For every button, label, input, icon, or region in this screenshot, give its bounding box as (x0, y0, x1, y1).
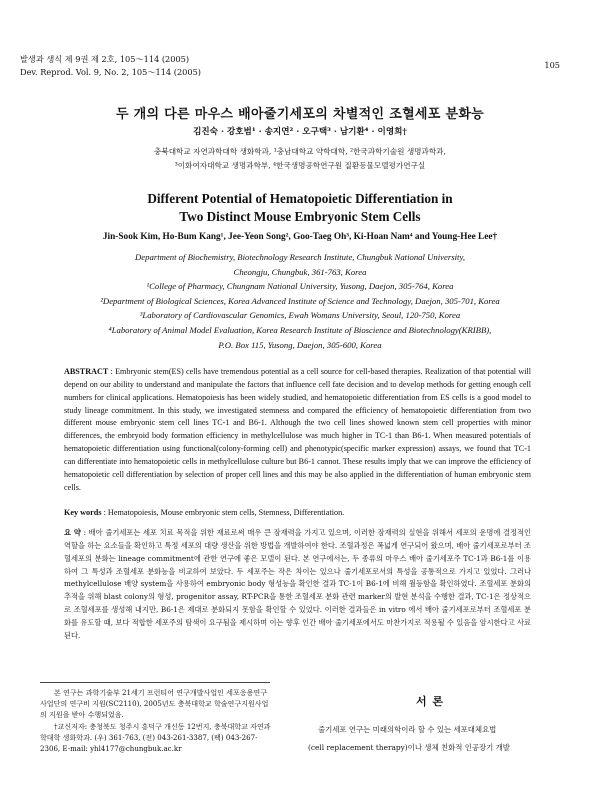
korean-abstract-label: 요 약 (64, 528, 81, 537)
footnote-divider (40, 682, 270, 683)
correspondence-footnote: †교신저자: 충청북도 청주시 흥덕구 개신동 12번지, 충북대학교 자연과학대학 생화학과. (우) 361-763, (전) 043-261-3387, (팩) 043-267-2306, E-mail: yhl4177@chungbuk.ac.kr (40, 721, 271, 754)
abstract (64, 366, 531, 494)
english-title (0, 190, 600, 226)
intro-line: (cell replacement therapy)이나 생체 친화적 인공장기 개발 (308, 743, 510, 752)
english-affiliation-line: Department of Biochemistry, Biotechnology Research Institute, Chungbuk National University, (135, 252, 465, 262)
keywords-text: : Hematopoiesis, Mouse embryonic stem cells, Stemness, Differentiation. (103, 508, 345, 517)
english-affiliation-line: ²Department of Biological Sciences, Korea Advanced Institute of Science and Technology, Daejon, 305-701, Korea (100, 295, 500, 306)
intro-line: 줄기세포 연구는 미래의학이라 할 수 있는 세포대체요법 (318, 725, 497, 734)
journal-citation-korean: 발생과 생식 제 9권 제 2호, 105～114 (2005) (20, 54, 190, 64)
english-affiliation-line: ³Laboratory of Cardiovascular Genomics, Ewah Womans University, Seoul, 120-750, Korea (139, 310, 461, 321)
korean-affiliation-line: 충북대학교 자연과학대학 생화학과, ¹충남대학교 약학대학, ²한국과학기술원 생명과학과, (154, 147, 446, 156)
keywords (64, 508, 534, 517)
footnotes (40, 687, 272, 754)
abstract-label: ABSTRACT (64, 367, 109, 376)
english-affiliation-line: Cheongju, Chungbuk, 361-763, Korea (233, 266, 367, 277)
abstract-text: : Embryonic stem(ES) cells have tremendous potential as a cell source for cell-based therapies. Realization of that potential will depend on our ability to understand and manipulate the factors that influence cell fate decision and to develop methods for getting enough cell numbers for clinical applications. Hematopoiesis has been widely studied, and hematopoietic differentiation from ES cells is a good model to study lineage commitment. In this study, we investigated stemness and compared the efficiency of hematopoietic differentiation from two different mouse embryonic stem cell lines TC-1 and B6-1. Although the two cell lines showed known stem cell properties with minor differences, the embryoid body formation efficiency in methylcellulose was much higher in TC-1 than B6-1. When measured potentials of hematopoietic differentiation using functional(colony-forming cell) and phenotypic(specific marker expression) assays, we found that TC-1 can differentiate into hematopoietic cells in methylcellulose culture but B6-1 cannot. These results imply that we can improve the efficiency of hematopoietic cell differentiation by selection of proper cell lines and this may be also applied in the differentiation of human embryonic stem cells. (64, 367, 531, 492)
english-affiliation-line: ¹College of Pharmacy, Chungnam National University, Yusong, Daejon, 305-764, Korea (146, 281, 454, 292)
funding-footnote: 본 연구는 과학기술부 21세기 프런티어 연구개발사업인 세포응용연구사업단의 연구비 지원(SC2110), 2005년도 충북대학교 학술연구지원사업의 지원을 받아 수행되었음. (40, 688, 269, 720)
korean-title: 두 개의 다른 마우스 배아줄기세포의 차별적인 조혈세포 분화능 (115, 107, 485, 122)
introduction-text (308, 721, 563, 757)
english-authors: Jin-Sook Kim, Ho-Bum Kang¹, Jee-Yeon Song², Goo-Taeg Oh³, Ki-Hoan Nam⁴ and Young-Hee Lee† (102, 232, 498, 242)
journal-citation-english: Dev. Reprod. Vol. 9, No. 2, 105～114 (2005) (20, 67, 201, 77)
korean-affiliations (40, 145, 560, 173)
english-affiliations (20, 250, 580, 352)
korean-authors: 김진숙 · 강호범¹ · 송지연² · 오구택³ · 남기환⁴ · 이영희† (193, 127, 407, 137)
korean-abstract (64, 527, 531, 643)
english-title-line: Different Potential of Hematopoietic Differentiation in (147, 191, 453, 206)
korean-affiliation-line: ³이화여자대학교 생명과학부, ⁴한국생명공학연구원 질환동물모델평가연구실 (174, 161, 426, 170)
page-number: 105 (544, 60, 560, 70)
english-affiliation-line: P.O. Box 115, Yusong, Daejon, 305-600, Korea (218, 339, 382, 350)
journal-citation (20, 53, 201, 79)
english-title-line: Two Distinct Mouse Embryonic Stem Cells (179, 209, 421, 224)
english-affiliation-line: ⁴Laboratory of Animal Model Evaluation, Korea Research Institute of Bioscience and Biotechnology(KRIBB), (108, 324, 492, 335)
keywords-label: Key words (64, 508, 102, 517)
korean-abstract-text: : 배아 줄기세포는 세포 치료 목적을 위한 재료로써 매우 큰 잠재력을 가지고 있으며, 이러한 잠재력의 실현을 위해서 세포의 운명에 결정적인 역할을 하는 요소들을 확인하고 특정 세포의 대량 생산을 위한 방법을 개발하여야 한다. 조혈과정은 폭넓게 연구되어 왔으며, 배아 줄기세포로부터 조혈세포의 분화는 lineage commitment에 관한 연구에 좋은 모델이 된다. 본 연구에서는, 두 종류의 마우스 배아 줄기세포주 TC-1과 B6-1를 이용하여 그 특성과 조혈세포 분화능을 비교하여 보았다. 두 세포주는 작은 차이는 있으나 줄기세포로서의 특성을 공통적으로 가지고 있었다. 그러나 methylcellulose 배양 system을 사용하여 embryonic body 형성능을 확인한 결과 TC-1이 B6-1에 비해 월등함을 확인하였다. 조혈세포 분화의 추적을 위해 blast colony의 형성, progenitor assay, RT-PCR을 통한 조혈세포 분화 관련 marker의 발현 분석을 수행한 결과, TC-1은 정상적으로 조혈세포를 생성해 내지만, B6-1은 제대로 분화되지 못함을 확인할 수 있었다. 이러한 결과들은 in vitro 에서 배아 줄기세포로부터 조혈세포 분화를 유도할 때, 보다 적합한 세포주의 탐색이 요구됨을 제시하며 이는 향후 인간 배아 줄기세포에서도 마찬가지로 적용될 수 있음을 암시한다고 사료된다. (64, 528, 532, 640)
section-heading-introduction: 서 론 (415, 695, 445, 708)
